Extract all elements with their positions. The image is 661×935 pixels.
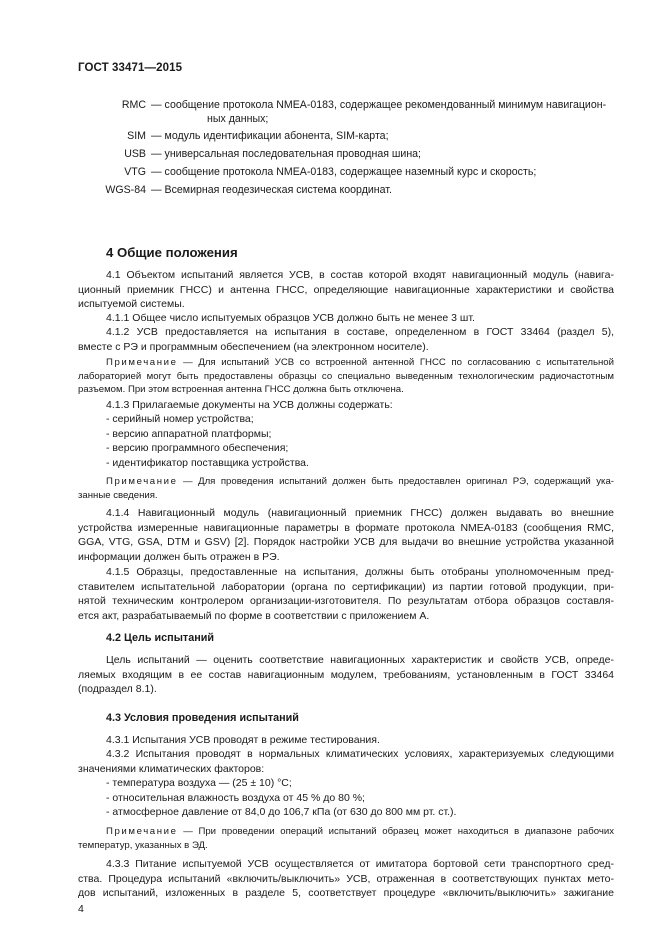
paragraph-4-3-3: 4.3.3 Питание испытуемой УСВ осуществляется от имитатора бортовой сети транспортного сред- ства. Процедура испытаний «включить/выключить» УСВ, отраженная в соответствующих пунктах мето- дов испытаний, изложенных в разделе 5, соответствует процедуре «включить/выключить» зажигание (78, 858, 614, 900)
abbr-term: VTG (124, 166, 146, 178)
note-label: Примечание (106, 826, 178, 837)
list-item: - относительная влажность воздуха от 45 % до 80 %; (106, 791, 365, 804)
abbr-desc: — универсальная последовательная проводная шина; (151, 148, 422, 160)
document-header: ГОСТ 33471—2015 (78, 62, 183, 74)
note-label: Примечание (106, 476, 178, 487)
paragraph-4-1-3: 4.1.3 Прилагаемые документы на УСВ должны содержать: (106, 399, 393, 411)
note-label: Примечание (106, 357, 178, 368)
note-3: Примечание — При проведении операций испытаний образец может находиться в диапазоне рабочих температур, указанных в ЭД. (78, 826, 614, 851)
list-item: - идентификатор поставщика устройства. (106, 456, 309, 469)
paragraph-4-1-5: 4.1.5 Образцы, предоставленные на испытания, должны быть отобраны уполномоченным пред- ставителем испытательной лаборатории (органа по сертификации) из партии готовой продукции, при- нятой техническим контролером организации-изготовителя. По результатам отбора образцов составля- ется акт, разрабатываемый по форме в соответствии с приложением А. (78, 566, 614, 622)
note-2: Примечание — Для проведения испытаний должен быть предоставлен оригинал РЭ, содержащий ука- занные сведения. (78, 476, 614, 501)
page-number: 4 (78, 903, 84, 915)
abbr-desc: — модуль идентификации абонента, SIM-карта; (151, 130, 389, 142)
list-item: - температура воздуха — (25 ± 10) °С; (106, 777, 292, 789)
paragraph-4-1-4: 4.1.4 Навигационный модуль (навигационный приемник ГНСС) должен выдавать во внешние устройства измеренные навигационные параметры в формате протокола NMEA-0183 (сообщения RMC, GGA, VTG, GSA, DTM и GSV) [2]. Порядок настройки УСВ для выдачи во внешние устройства указанной информации должен быть отражен в РЭ. (78, 507, 614, 563)
abbr-desc: — Всемирная геодезическая система координат. (151, 184, 392, 196)
paragraph-4-3-2: 4.3.2 Испытания проводят в нормальных климатических условиях, характеризуемых следующими значениями климатических факторов: (78, 748, 614, 775)
subsection-title: 4.3 Условия проведения испытаний (106, 712, 299, 724)
list-4-3-2 (106, 776, 456, 820)
abbr-desc-cont: ных данных; (207, 113, 269, 125)
abbr-term: RMC (121, 99, 146, 111)
abbr-term: WGS-84 (105, 184, 146, 196)
abbr-desc: — сообщение протокола NMEA-0183, содержащее наземный курс и скорость; (151, 166, 537, 178)
paragraph-4-3-1: 4.3.1 Испытания УСВ проводят в режиме тестирования. (106, 734, 380, 746)
subsection-title: 4.2 Цель испытаний (106, 632, 215, 644)
paragraph-4-1-1: 4.1.1 Общее число испытуемых образцов УСВ должно быть не менее 3 шт. (106, 312, 475, 324)
list-item: - атмосферное давление от 84,0 до 106,7 кПа (от 630 до 800 мм рт. ст.). (106, 806, 457, 819)
note-1: Примечание — Для испытаний УСВ со встроенной антенной ГНСС по согласованию с испытательной лабораторией могут быть предоставлены образцы со специально выведенным технологическим радиочастотным разъемом. При этом встроенная антенна ГНСС должна быть отключена. (78, 357, 614, 396)
abbr-term: USB (124, 148, 146, 160)
paragraph-4-1: 4.1 Объектом испытаний является УСВ, в состав которой входят навигационный модуль (навига- ционный приемник ГНСС) и антенна ГНСС, определяющие навигационные характеристики и свойства испытуемой системы. (78, 269, 614, 311)
paragraph-4-1-2: 4.1.2 УСВ предоставляется на испытания в составе, определенном в ГОСТ 33464 (раздел 5), вместе с РЭ и программным обеспечением (на электронном носителе). (78, 326, 614, 353)
section-title: 4 Общие положения (106, 245, 238, 260)
list-item: - версию аппаратной платформы; (106, 427, 272, 440)
list-item: - версию программного обеспечения; (106, 442, 289, 455)
list-item: - серийный номер устройства; (106, 413, 254, 425)
paragraph-4-2: Цель испытаний — оценить соответствие навигационных характеристик и свойств УСВ, опреде- ляемых входящим в ее состав навигационным модулем, требованиям, установленным в ГОСТ 33464 (подраздел 8.1). (78, 654, 614, 696)
abbr-desc: — сообщение протокола NMEA-0183, содержащее рекомендованный минимум навигацион- (151, 99, 607, 111)
abbr-term: SIM (127, 130, 146, 142)
list-4-1-3 (106, 412, 309, 470)
